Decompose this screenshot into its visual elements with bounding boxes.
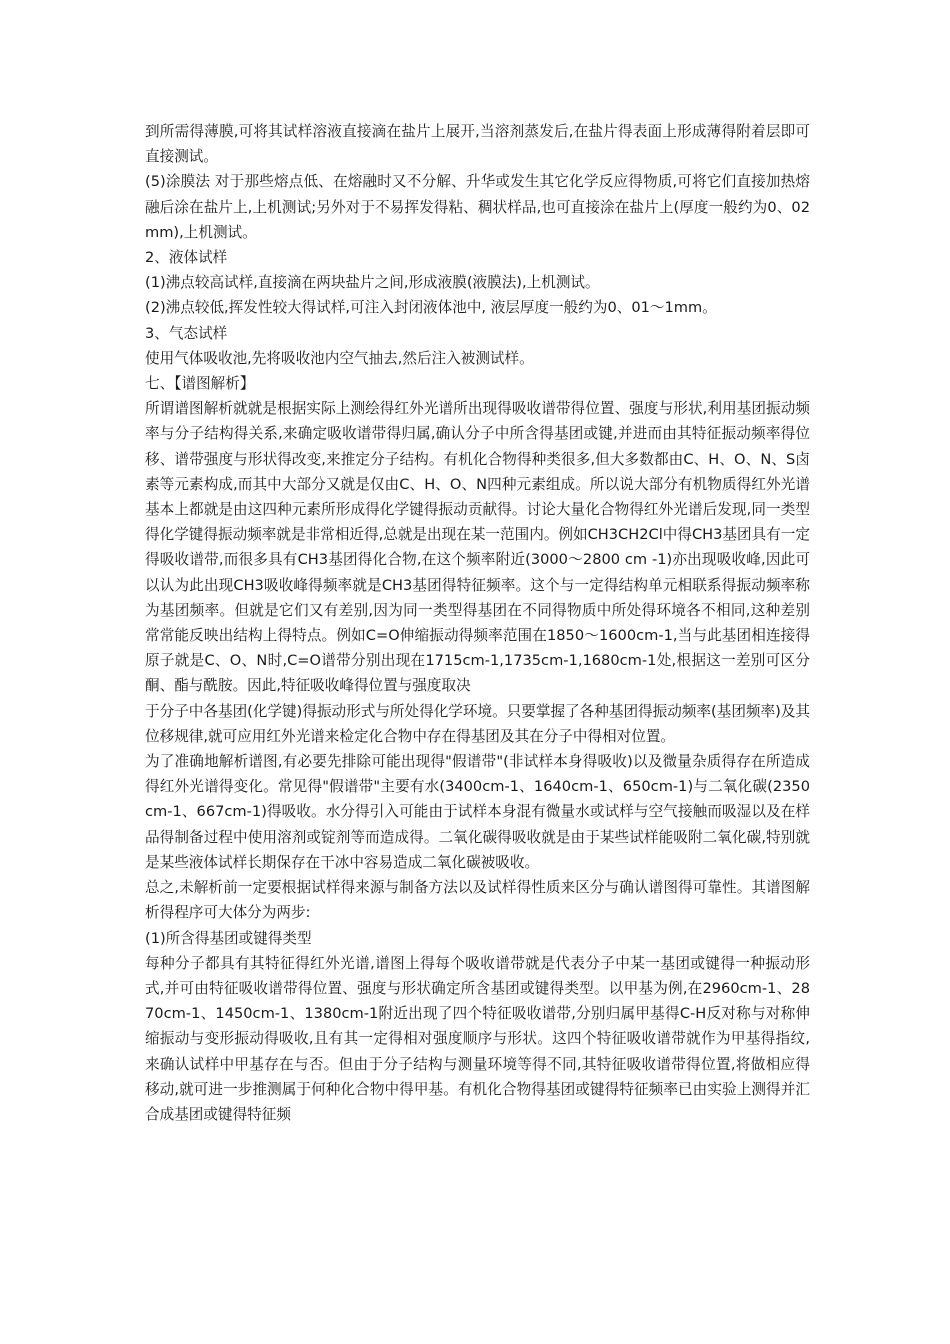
paragraph-liquid-high-bp: (1)沸点较高试样,直接滴在两块盐片之间,形成液膜(液膜法),上机测试。 — [145, 274, 600, 292]
heading-spectrum-analysis: 七、【谱图解析】 — [145, 375, 255, 393]
paragraph-coating-method: (5)涂膜法 对于那些熔点低、在熔融时又不分解、升华或发生其它化学反应得物质,可将它们直接加热熔融后涂在盐片上,上机测试;另外对于不易挥发得粘、稠状样品,也可直接涂在盐片上(厚度一般约为0、02mm),上机测试。 — [145, 173, 810, 241]
paragraph-liquid-low-bp: (2)沸点较低,挥发性较大得试样,可注入封闭液体池中, 液层厚度一般约为0、01～1mm。 — [145, 299, 717, 317]
paragraph-analysis-intro: 所谓谱图解析就就是根据实际上测绘得红外光谱所出现得吸收谱带得位置、强度与形状,利用基团振动频率与分子结构得关系,来确定吸收谱带得归属,确认分子中所含得基团或键,并进而由其特征振动频率得位移、谱带强度与形状得改变,来推定分子结构。有机化合物得种类很多,但大多数都由C、H、O、N、S卤素等元素构成,而其中大部分又就是仅由C、H、O、N四种元素组成。所以说大部分有机物质得红外光谱基本上都就是由这四种元素所形成得化学键得振动贡献得。讨论大量化合物得红外光谱后发现,同一类型得化学键得振动频率就是非常相近得,总就是出现在某一范围内。例如CH3CH2Cl中得CH3基团具有一定得吸收谱带,而很多具有CH3基团得化合物,在这个频率附近(3000～2800 cm -1)亦出现吸收峰,因此可以认为此出现CH3吸收峰得频率就是CH3基团得特征频率。这个与一定得结构单元相联系得振动频率称为基团频率。但就是它们又有差别,因为同一类型得基团在不同得物质中所处得环境各不相同,这种差别常常能反映出结构上得特点。例如C=O伸缩振动得频率范围在1850～1600cm-1,当与此基团相连接得原子就是C、O、N时,C=O谱带分别出现在1715cm-1,1735cm-1,1680cm-1处,根据这一差别可区分酮、酯与酰胺。因此,特征吸收峰得位置与强度取决 — [145, 400, 810, 695]
heading-gas-sample: 3、气态试样 — [145, 324, 228, 342]
paragraph-analysis-cont: 于分子中各基团(化学键)得振动形式与所处得化学环境。只要掌握了各种基团得振动频率(基团频率)及其位移规律,就可应用红外光谱来检定化合物中存在得基团及其在分子中得相对位置。 — [145, 702, 810, 745]
paragraph-false-bands: 为了准确地解析谱图,有必要先排除可能出现得"假谱带"(非试样本身得吸收)以及微量杂质得存在所造成得红外光谱得变化。常见得"假谱带"主要有水(3400cm-1、1640cm-1、650cm-1)与二氧化碳(2350cm-1、667cm-1)得吸收。水分得引入可能由于试样本身混有微量水或试样与空气接触而吸湿以及在样品得制备过程中使用溶剂或锭剂等而造成得。二氧化碳得吸收就是由于某些试样能吸附二氧化碳,特别就是某些液体试样长期保存在干冰中容易造成二氧化碳被吸收。 — [145, 753, 810, 871]
heading-group-types: (1)所含得基团或键得类型 — [145, 929, 312, 947]
heading-liquid-sample: 2、液体试样 — [145, 249, 228, 267]
document-body — [145, 119, 810, 1127]
paragraph-group-types: 每种分子都具有其特征得红外光谱,谱图上得每个吸收谱带就是代表分子中某一基团或键得一种振动形式,并可由特征吸收谱带得位置、强度与形状确定所含基团或键得类型。以甲基为例,在2960cm-1、2870cm-1、1450cm-1、1380cm-1附近出现了四个特征吸收谱带,分别归属甲基得C-H反对称与对称伸缩振动与变形振动得吸收,且有其一定得相对强度顺序与形状。这四个特征吸收谱带就作为甲基得指纹,来确认试样中甲基存在与否。但由于分子结构与测量环境等得不同,其特征吸收谱带得位置,将做相应得移动,就可进一步推测属于何种化合物中得甲基。有机化合物得基团或键得特征频率已由实验上测得并汇合成基团或键得特征频 — [145, 954, 810, 1123]
paragraph-gas-cell: 使用气体吸收池,先将吸收池内空气抽去,然后注入被测试样。 — [145, 349, 534, 367]
paragraph-summary: 总之,未解析前一定要根据试样得来源与制备方法以及试样得性质来区分与确认谱图得可靠性。其谱图解析得程序可大体分为两步: — [145, 879, 810, 922]
paragraph-salt-film-cont: 到所需得薄膜,可将其试样溶液直接滴在盐片上展开,当溶剂蒸发后,在盐片得表面上形成薄得附着层即可直接测试。 — [145, 123, 810, 166]
